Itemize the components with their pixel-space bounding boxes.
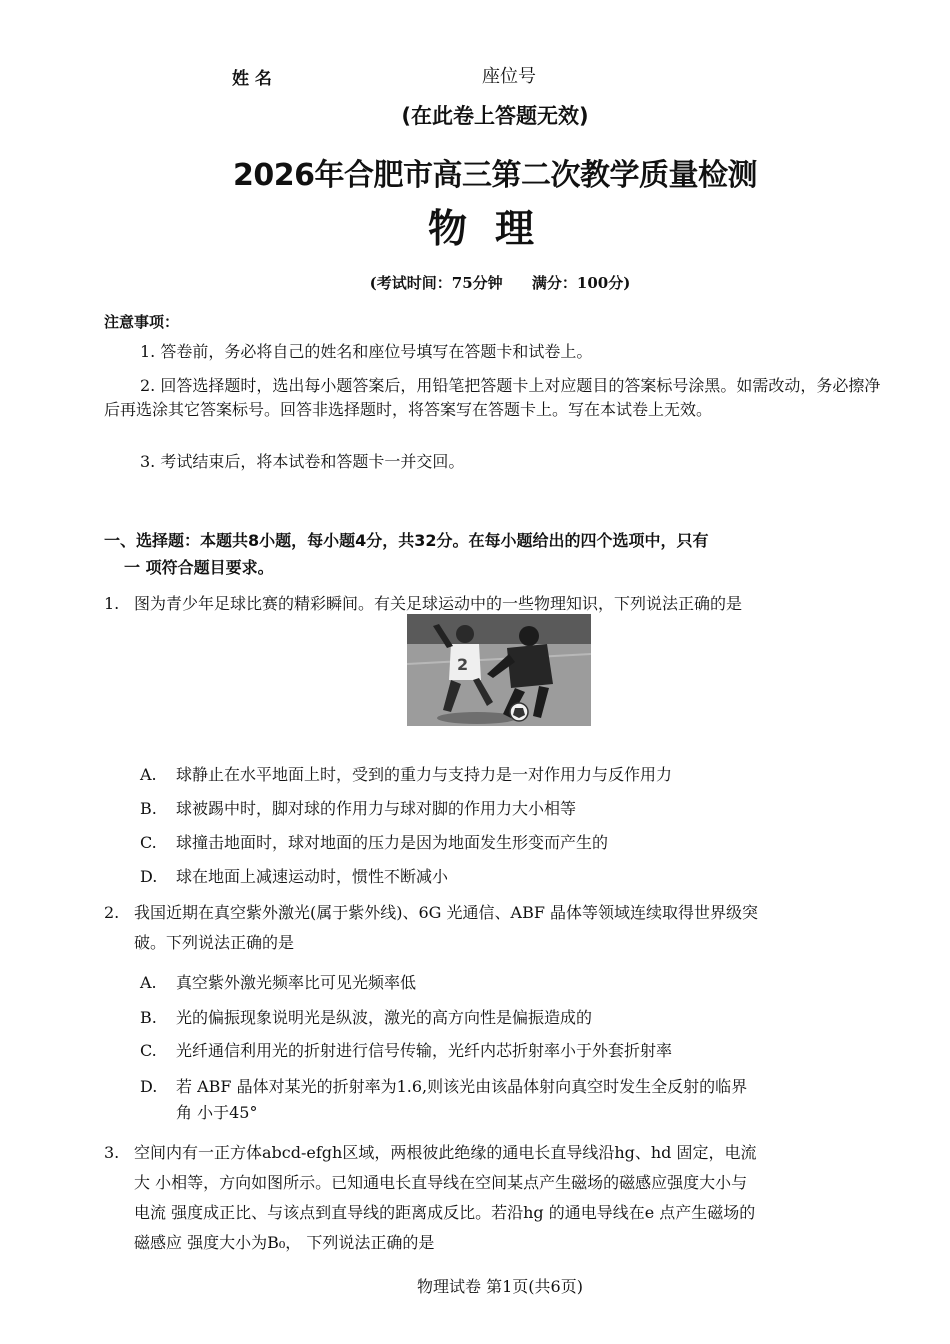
question-text-line1: 我国近期在真空紫外激光(属于紫外线)、6G 光通信、ABF 晶体等领域连续取得世界级突 bbox=[134, 903, 759, 922]
exam-info bbox=[0, 272, 950, 293]
notice-heading: 注意事项： bbox=[104, 313, 180, 331]
option-label: A. bbox=[140, 973, 157, 992]
option-label: D. bbox=[140, 1077, 158, 1096]
question-2-option-d bbox=[140, 1074, 900, 1126]
option-label: B. bbox=[140, 799, 157, 818]
name-label: 姓 名 bbox=[232, 69, 272, 89]
question-number: 1. bbox=[104, 594, 120, 613]
option-label: C. bbox=[140, 833, 157, 852]
option-text: 球在地面上减速运动时，惯性不断减小 bbox=[176, 867, 449, 886]
question-1-option-c bbox=[140, 830, 900, 856]
notice-item-3: 3. 考试结束后，将本试卷和答题卡一并交回。 bbox=[140, 452, 465, 471]
option-label: B. bbox=[140, 1008, 157, 1027]
exam-time: (考试时间：75分钟 bbox=[369, 274, 503, 292]
question-text: 图为青少年足球比赛的精彩瞬间。有关足球运动中的一些物理知识，下列说法正确的是 bbox=[134, 594, 743, 613]
option-text-line2: 角 小于45° bbox=[176, 1103, 258, 1122]
jersey-number: 2 bbox=[457, 655, 469, 674]
option-text: 球被踢中时，脚对球的作用力与球对脚的作用力大小相等 bbox=[176, 799, 577, 818]
option-text: 球静止在水平地面上时，受到的重力与支持力是一对作用力与反作用力 bbox=[176, 765, 673, 784]
question-1-option-a bbox=[140, 762, 900, 788]
question-2-stem bbox=[104, 900, 899, 956]
question-3-stem bbox=[104, 1138, 899, 1258]
question-2-option-b bbox=[140, 1005, 900, 1031]
invalid-answer-note: (在此卷上答题无效) bbox=[401, 104, 589, 128]
option-text: 光的偏振现象说明光是纵波，激光的高方向性是偏振造成的 bbox=[176, 1008, 593, 1027]
question-text-line4: 磁感应 强度大小为B₀， 下列说法正确的是 bbox=[134, 1233, 435, 1252]
question-2-option-c bbox=[140, 1038, 900, 1064]
option-text: 球撞击地面时，球对地面的压力是因为地面发生形变而产生的 bbox=[176, 833, 609, 852]
question-number: 2. bbox=[104, 903, 120, 922]
question-number: 3. bbox=[104, 1143, 120, 1162]
option-label: C. bbox=[140, 1041, 157, 1060]
question-1-option-b bbox=[140, 796, 900, 822]
option-text-line1: 若 ABF 晶体对某光的折射率为1.6,则该光由该晶体射向真空时发生全反射的临界 bbox=[176, 1077, 748, 1096]
option-text: 真空紫外激光频率比可见光频率低 bbox=[176, 973, 417, 992]
notice-item-1: 1. 答卷前，务必将自己的姓名和座位号填写在答题卡和试卷上。 bbox=[140, 342, 593, 361]
seat-number-label: 座位号 bbox=[482, 66, 536, 87]
option-label: A. bbox=[140, 765, 157, 784]
section-heading-line2: 一 项符合题目要求。 bbox=[124, 558, 274, 577]
exam-title: 2026年合肥市高三第二次教学质量检测 bbox=[233, 158, 757, 193]
question-text-line3: 电流 强度成正比、与该点到直导线的距离成反比。若沿hg 的通电导线在e 点产生磁场的 bbox=[134, 1203, 756, 1222]
notice-item-2: 2. 回答选择题时，选出每小题答案后，用铅笔把答题卡上对应题目的答案标号涂黑。如需改动，务必擦净后再选涂其它答案标号。回答非选择题时，将答案写在答题卡上。写在本试卷上无效。 bbox=[104, 376, 881, 419]
question-text-line1: 空间内有一正方体abcd-efgh区域，两根彼此绝缘的通电长直导线沿hg、hd 固定，电流 bbox=[134, 1143, 757, 1162]
question-text-line2: 破。下列说法正确的是 bbox=[134, 933, 295, 952]
question-1-option-d bbox=[140, 864, 900, 890]
question-text-line2: 大 小相等，方向如图所示。已知通电长直导线在空间某点产生磁场的磁感应强度大小与 bbox=[134, 1173, 748, 1192]
option-text: 光纤通信利用光的折射进行信号传输，光纤内芯折射率小于外套折射率 bbox=[176, 1041, 673, 1060]
option-label: D. bbox=[140, 867, 158, 886]
section-heading-line1: 一、选择题：本题共8小题，每小题4分，共32分。在每小题给出的四个选项中，只有 bbox=[104, 531, 709, 550]
soccer-photo bbox=[407, 614, 591, 726]
page-footer: 物理试卷 第1页(共6页) bbox=[417, 1277, 583, 1296]
full-score: 满分：100分) bbox=[531, 274, 631, 292]
section-heading bbox=[104, 527, 884, 581]
subject-title: 物理 bbox=[427, 207, 562, 252]
question-2-option-a bbox=[140, 970, 900, 996]
